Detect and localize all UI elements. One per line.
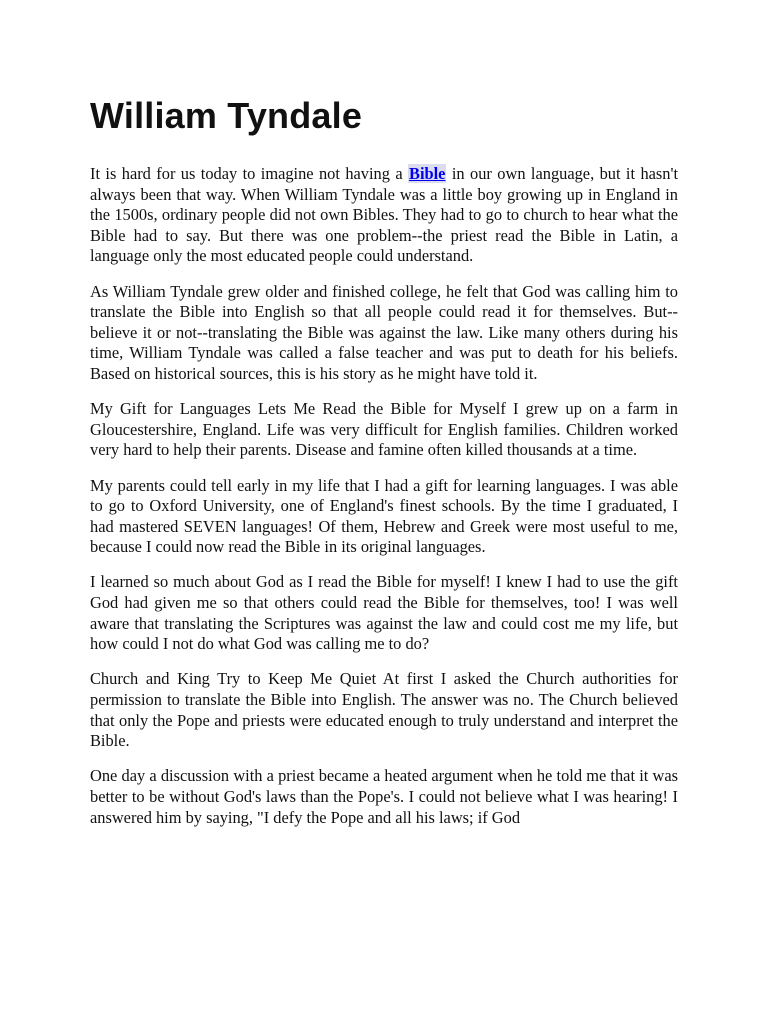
paragraph-text: It is hard for us today to imagine not having a bbox=[90, 164, 409, 183]
paragraph-intro bbox=[90, 164, 678, 267]
paragraph: My parents could tell early in my life that I had a gift for learning languages. I was able to go to Oxford University, one of England's finest schools. By the time I graduated, I had mastered SEVEN languages! Of them, Hebrew and Greek were most useful to me, because I could now read the Bible in its original languages. bbox=[90, 475, 678, 557]
paragraph-text: in our own language, but it hasn't always been that way. When William Tyndale was a little boy growing up in England in the 1500s, ordinary people did not own Bibles. They had to go to church to hear what the Bible had to say. But there was one problem--the priest read the Bible in Latin, a language only the most educated people could understand. bbox=[90, 164, 679, 266]
paragraph: One day a discussion with a priest became a heated argument when he told me that it was better to be without God's laws than the Pope's. I could not believe what I was hearing! I answered him by saying, "I defy the Pope and all his laws; if God bbox=[90, 766, 678, 827]
bible-link[interactable]: Bible bbox=[409, 164, 446, 183]
paragraph: As William Tyndale grew older and finished college, he felt that God was calling him to translate the Bible into English so that all people could read it for themselves. But--believe it or not--translating the Bible was against the law. Like many others during his time, William Tyndale was called a false teacher and was put to death for his beliefs. Based on historical sources, this is his story as he might have told it. bbox=[90, 281, 678, 383]
paragraph: Church and King Try to Keep Me Quiet At first I asked the Church authorities for permission to translate the Bible into English. The answer was no. The Church believed that only the Pope and priests were educated enough to truly understand and interpret the Bible. bbox=[90, 669, 678, 751]
paragraph: I learned so much about God as I read the Bible for myself! I knew I had to use the gift God had given me so that others could read the Bible for themselves, too! I was well aware that translating the Scriptures was against the law and could cost me my life, but how could I not do what God was calling me to do? bbox=[90, 572, 678, 654]
paragraph: My Gift for Languages Lets Me Read the Bible for Myself I grew up on a farm in Gloucestershire, England. Life was very difficult for English families. Children worked very hard to help their parents. Disease and famine often killed thousands at a time. bbox=[90, 399, 678, 460]
document-title: William Tyndale bbox=[90, 95, 363, 136]
